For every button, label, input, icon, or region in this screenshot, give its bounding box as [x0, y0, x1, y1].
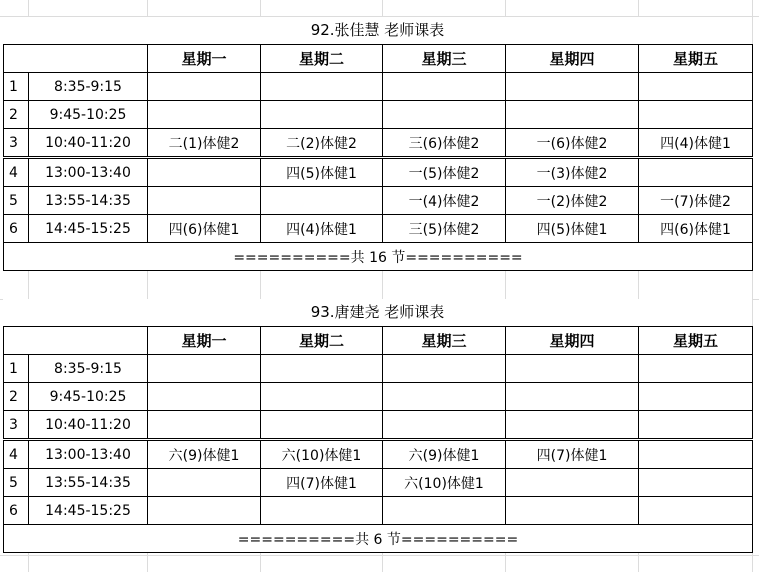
period-time: 14:45-15:25: [29, 215, 148, 243]
class-cell: [148, 187, 261, 215]
table-row: [4, 158, 753, 187]
total-row: [4, 525, 753, 553]
table-row: [4, 383, 753, 411]
period-time: 14:45-15:25: [29, 497, 148, 525]
class-cell: [148, 73, 261, 101]
day-header: 星期三: [383, 327, 506, 355]
period-number: 4: [4, 158, 29, 187]
class-cell: [148, 383, 261, 411]
class-cell: 二(2)体健2: [261, 129, 383, 158]
class-cell: [506, 383, 639, 411]
class-cell: 二(1)体健2: [148, 129, 261, 158]
class-cell: [639, 101, 753, 129]
period-number: 6: [4, 215, 29, 243]
class-cell: 一(7)体健2: [639, 187, 753, 215]
period-time: 13:55-14:35: [29, 187, 148, 215]
period-number: 3: [4, 129, 29, 158]
class-cell: 三(5)体健2: [383, 215, 506, 243]
class-cell: 四(6)体健1: [639, 215, 753, 243]
period-time: 9:45-10:25: [29, 383, 148, 411]
period-number: 6: [4, 497, 29, 525]
period-time: 13:00-13:40: [29, 158, 148, 187]
total-lessons: ==========共 16 节==========: [4, 243, 753, 271]
timetable: [3, 44, 753, 271]
class-cell: [383, 383, 506, 411]
class-cell: [383, 497, 506, 525]
schedule-title: 92.张佳慧 老师课表: [3, 17, 752, 44]
class-cell: 四(4)体健1: [261, 215, 383, 243]
class-cell: 六(10)体健1: [261, 440, 383, 469]
table-row: [4, 73, 753, 101]
class-cell: [506, 497, 639, 525]
period-time: 10:40-11:20: [29, 129, 148, 158]
period-number: 2: [4, 383, 29, 411]
class-cell: [506, 411, 639, 440]
class-cell: [261, 355, 383, 383]
header-row: [4, 45, 753, 73]
table-row: [4, 497, 753, 525]
total-row: [4, 243, 753, 271]
period-time: 9:45-10:25: [29, 101, 148, 129]
schedule-title: 93.唐建尧 老师课表: [3, 299, 752, 326]
period-number: 5: [4, 469, 29, 497]
period-time: 8:35-9:15: [29, 73, 148, 101]
timetable: [3, 326, 753, 553]
table-row: [4, 187, 753, 215]
header-blank: [4, 45, 148, 73]
class-cell: [261, 73, 383, 101]
class-cell: [639, 497, 753, 525]
class-cell: [506, 73, 639, 101]
class-cell: 一(3)体健2: [506, 158, 639, 187]
table-row: [4, 101, 753, 129]
class-cell: [639, 411, 753, 440]
class-cell: [506, 355, 639, 383]
class-cell: 四(4)体健1: [639, 129, 753, 158]
class-cell: [383, 355, 506, 383]
class-cell: [148, 158, 261, 187]
class-cell: 六(10)体健1: [383, 469, 506, 497]
day-header: 星期四: [506, 45, 639, 73]
class-cell: [639, 158, 753, 187]
table-row: [4, 355, 753, 383]
table-row: [4, 129, 753, 158]
table-row: [4, 440, 753, 469]
class-cell: [261, 101, 383, 129]
period-time: 13:55-14:35: [29, 469, 148, 497]
class-cell: [261, 497, 383, 525]
day-header: 星期一: [148, 45, 261, 73]
day-header: 星期五: [639, 45, 753, 73]
period-number: 3: [4, 411, 29, 440]
class-cell: [506, 469, 639, 497]
day-header: 星期二: [261, 327, 383, 355]
class-cell: [148, 411, 261, 440]
period-number: 2: [4, 101, 29, 129]
class-cell: 一(2)体健2: [506, 187, 639, 215]
class-cell: [148, 497, 261, 525]
period-number: 1: [4, 355, 29, 383]
table-row: [4, 469, 753, 497]
period-number: 4: [4, 440, 29, 469]
class-cell: [506, 101, 639, 129]
class-cell: [148, 355, 261, 383]
class-cell: 三(6)体健2: [383, 129, 506, 158]
class-cell: 六(9)体健1: [148, 440, 261, 469]
class-cell: 四(7)体健1: [261, 469, 383, 497]
class-cell: [148, 469, 261, 497]
class-cell: [261, 411, 383, 440]
class-cell: [639, 73, 753, 101]
class-cell: 四(5)体健1: [261, 158, 383, 187]
class-cell: [639, 469, 753, 497]
table-row: [4, 215, 753, 243]
class-cell: [148, 101, 261, 129]
class-cell: 四(6)体健1: [148, 215, 261, 243]
class-cell: [383, 101, 506, 129]
table-row: [4, 411, 753, 440]
day-header: 星期五: [639, 327, 753, 355]
class-cell: [383, 73, 506, 101]
class-cell: [639, 440, 753, 469]
period-number: 1: [4, 73, 29, 101]
total-lessons: ==========共 6 节==========: [4, 525, 753, 553]
class-cell: 一(5)体健2: [383, 158, 506, 187]
class-cell: 六(9)体健1: [383, 440, 506, 469]
class-cell: 一(6)体健2: [506, 129, 639, 158]
class-cell: [639, 383, 753, 411]
class-cell: [261, 187, 383, 215]
day-header: 星期二: [261, 45, 383, 73]
period-time: 8:35-9:15: [29, 355, 148, 383]
class-cell: [639, 355, 753, 383]
period-time: 13:00-13:40: [29, 440, 148, 469]
class-cell: 一(4)体健2: [383, 187, 506, 215]
class-cell: 四(7)体健1: [506, 440, 639, 469]
day-header: 星期一: [148, 327, 261, 355]
day-header: 星期四: [506, 327, 639, 355]
class-cell: [261, 383, 383, 411]
period-number: 5: [4, 187, 29, 215]
class-cell: 四(5)体健1: [506, 215, 639, 243]
period-time: 10:40-11:20: [29, 411, 148, 440]
header-blank: [4, 327, 148, 355]
header-row: [4, 327, 753, 355]
day-header: 星期三: [383, 45, 506, 73]
class-cell: [383, 411, 506, 440]
